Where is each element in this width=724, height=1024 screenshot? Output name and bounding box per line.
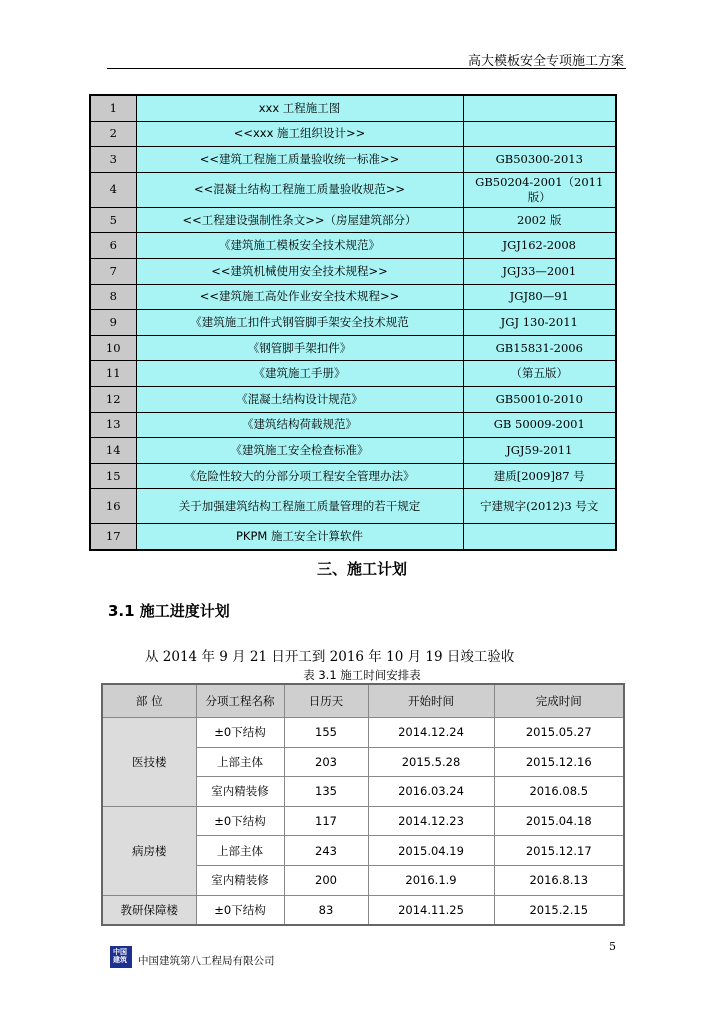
schedule-item-cell: 室内精装修 (196, 777, 284, 807)
reference-code: 2002 版 (463, 207, 616, 233)
reference-table (89, 94, 617, 551)
reference-title: 《混凝土结构设计规范》 (136, 386, 463, 412)
page-number: 5 (609, 940, 616, 953)
schedule-days-cell: 243 (284, 836, 368, 866)
reference-number: 3 (90, 147, 136, 173)
schedule-item-cell: 室内精装修 (196, 865, 284, 895)
reference-row (90, 207, 616, 233)
schedule-start-cell: 2016.03.24 (368, 777, 494, 807)
schedule-table (101, 683, 625, 926)
table-caption: 表 3.1 施工时间安排表 (303, 668, 421, 682)
reference-number: 2 (90, 121, 136, 147)
reference-code: JGJ80—91 (463, 284, 616, 310)
header-cell: 分项工程名称 (196, 684, 284, 718)
reference-row (90, 121, 616, 147)
reference-code: 宁建规字(2012)3 号文 (463, 489, 616, 524)
reference-code (463, 95, 616, 121)
schedule-row (102, 895, 624, 925)
reference-title: PKPM 施工安全计算软件 (136, 524, 463, 550)
reference-row (90, 489, 616, 524)
schedule-days-cell: 200 (284, 865, 368, 895)
header-title: 高大模板安全专项施工方案 (467, 54, 624, 69)
reference-number: 13 (90, 412, 136, 438)
reference-row (90, 361, 616, 387)
logo-text: 中国建筑 (113, 948, 127, 964)
schedule-header-row (102, 684, 624, 718)
header-cell: 完成时间 (494, 684, 624, 718)
header-cell: 部 位 (102, 684, 196, 718)
reference-row (90, 284, 616, 310)
schedule-item-cell: ±0下结构 (196, 895, 284, 925)
reference-title: 《建筑结构荷载规范》 (136, 412, 463, 438)
reference-row (90, 172, 616, 207)
reference-code: JGJ59-2011 (463, 438, 616, 464)
reference-number: 1 (90, 95, 136, 121)
reference-title: <<混凝土结构工程施工质量验收规范>> (136, 172, 463, 207)
reference-code: 建质[2009]87 号 (463, 463, 616, 489)
reference-title: xxx 工程施工图 (136, 95, 463, 121)
reference-code: GB50204-2001（2011版） (463, 172, 616, 207)
reference-row (90, 310, 616, 336)
reference-code: JGJ162-2008 (463, 233, 616, 259)
schedule-end-cell: 2015.12.17 (494, 836, 624, 866)
building-cell: 医技楼 (102, 718, 196, 807)
schedule-days-cell: 117 (284, 806, 368, 836)
reference-title: 关于加强建筑结构工程施工质量管理的若干规定 (136, 489, 463, 524)
reference-row (90, 95, 616, 121)
schedule-end-cell: 2015.2.15 (494, 895, 624, 925)
reference-title: <<建筑施工高处作业安全技术规程>> (136, 284, 463, 310)
reference-title: <<建筑机械使用安全技术规程>> (136, 258, 463, 284)
reference-number: 11 (90, 361, 136, 387)
reference-row (90, 335, 616, 361)
schedule-start-cell: 2016.1.9 (368, 865, 494, 895)
reference-row (90, 463, 616, 489)
reference-code: JGJ33—2001 (463, 258, 616, 284)
reference-title: <<建筑工程施工质量验收统一标准>> (136, 147, 463, 173)
reference-row (90, 412, 616, 438)
reference-number: 16 (90, 489, 136, 524)
schedule-item-cell: ±0下结构 (196, 806, 284, 836)
reference-title: 《建筑施工安全检查标准》 (136, 438, 463, 464)
reference-code: （第五版） (463, 361, 616, 387)
reference-row (90, 524, 616, 550)
reference-title: 《建筑施工模板安全技术规范》 (136, 233, 463, 259)
reference-code: JGJ 130-2011 (463, 310, 616, 336)
schedule-item-cell: 上部主体 (196, 836, 284, 866)
reference-title: 《建筑施工扣件式钢管脚手架安全技术规范 (136, 310, 463, 336)
reference-number: 6 (90, 233, 136, 259)
intro-text: 从 2014 年 9 月 21 日开工到 2016 年 10 月 19 日竣工验收 (145, 649, 515, 665)
reference-row (90, 258, 616, 284)
reference-code (463, 524, 616, 550)
reference-title: 《建筑施工手册》 (136, 361, 463, 387)
schedule-row (102, 718, 624, 748)
reference-number: 10 (90, 335, 136, 361)
schedule-end-cell: 2016.8.13 (494, 865, 624, 895)
reference-number: 15 (90, 463, 136, 489)
schedule-start-cell: 2014.11.25 (368, 895, 494, 925)
reference-code: GB15831-2006 (463, 335, 616, 361)
schedule-days-cell: 203 (284, 747, 368, 777)
reference-title: <<工程建设强制性条文>>（房屋建筑部分） (136, 207, 463, 233)
reference-code: GB50300-2013 (463, 147, 616, 173)
reference-row (90, 386, 616, 412)
schedule-start-cell: 2015.04.19 (368, 836, 494, 866)
schedule-start-cell: 2015.5.28 (368, 747, 494, 777)
building-cell: 教研保障楼 (102, 895, 196, 925)
header-cell: 开始时间 (368, 684, 494, 718)
reference-number: 17 (90, 524, 136, 550)
reference-code (463, 121, 616, 147)
schedule-days-cell: 135 (284, 777, 368, 807)
subsection-title: 3.1 施工进度计划 (108, 602, 230, 620)
reference-number: 12 (90, 386, 136, 412)
schedule-item-cell: 上部主体 (196, 747, 284, 777)
reference-row (90, 438, 616, 464)
header-rule (107, 68, 626, 69)
schedule-item-cell: ±0下结构 (196, 718, 284, 748)
reference-number: 9 (90, 310, 136, 336)
schedule-row (102, 806, 624, 836)
header-cell: 日历天 (284, 684, 368, 718)
schedule-end-cell: 2016.08.5 (494, 777, 624, 807)
reference-code: GB 50009-2001 (463, 412, 616, 438)
reference-row (90, 147, 616, 173)
reference-number: 8 (90, 284, 136, 310)
reference-title: 《危险性较大的分部分项工程安全管理办法》 (136, 463, 463, 489)
building-cell: 病房楼 (102, 806, 196, 895)
section-title: 三、施工计划 (316, 560, 407, 578)
schedule-start-cell: 2014.12.24 (368, 718, 494, 748)
reference-number: 4 (90, 172, 136, 207)
schedule-end-cell: 2015.05.27 (494, 718, 624, 748)
schedule-end-cell: 2015.04.18 (494, 806, 624, 836)
reference-number: 14 (90, 438, 136, 464)
schedule-days-cell: 155 (284, 718, 368, 748)
schedule-end-cell: 2015.12.16 (494, 747, 624, 777)
company-name: 中国建筑第八工程局有限公司 (138, 955, 275, 967)
company-logo (110, 946, 132, 968)
reference-row (90, 233, 616, 259)
schedule-days-cell: 83 (284, 895, 368, 925)
reference-title: <<xxx 施工组织设计>> (136, 121, 463, 147)
schedule-start-cell: 2014.12.23 (368, 806, 494, 836)
reference-code: GB50010-2010 (463, 386, 616, 412)
reference-number: 7 (90, 258, 136, 284)
reference-number: 5 (90, 207, 136, 233)
reference-title: 《钢管脚手架扣件》 (136, 335, 463, 361)
